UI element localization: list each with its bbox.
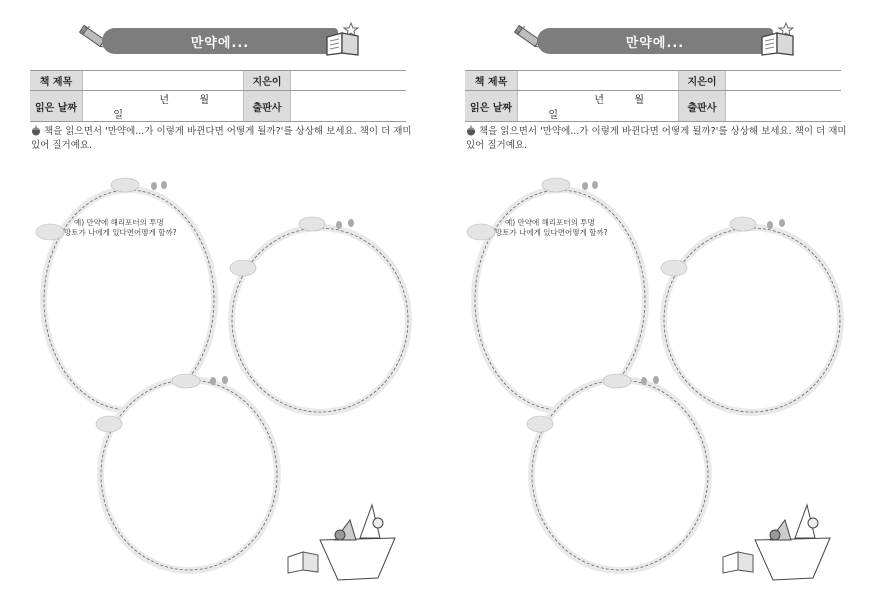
example-line-1: 예) 만약에 해리포터의 투명 (74, 218, 164, 227)
instruction-label: 책을 읽으면서 '만약에...가 이렇게 바뀐다면 어떻게 될까?'를 상상해 보세요. 책이 더 재미있어 질거예요. (31, 126, 412, 151)
read-date-label: 읽은 날짜 (30, 91, 83, 122)
page-title: 만약에... (190, 36, 250, 51)
book-title-label: 책 제목 (465, 71, 518, 91)
example-line-2: 망토가 나에게 있다면어떻게 할까? (64, 228, 177, 237)
bubble-2[interactable] (228, 224, 412, 416)
open-book-small-icon (723, 552, 753, 573)
author-label: 지은이 (244, 71, 291, 91)
worksheet-page-right (435, 0, 870, 611)
open-book-small-icon (288, 552, 318, 573)
bubble-3[interactable] (97, 376, 281, 574)
paper-boat-illustration (320, 505, 395, 580)
book-title-label: 책 제목 (30, 71, 83, 91)
instruction-label: 책을 읽으면서 '만약에...가 이렇게 바뀐다면 어떻게 될까?'를 상상해 보세요. 책이 더 재미있어 질거예요. (466, 126, 847, 151)
publisher-label: 출판사 (679, 91, 726, 122)
example-line-1: 예) 만약에 해리포터의 투명 (505, 218, 595, 227)
bubble-3[interactable] (528, 376, 712, 574)
month-unit: 월 (634, 95, 644, 106)
example-text (64, 218, 177, 238)
paper-boat-illustration (755, 505, 830, 580)
author-label: 지은이 (679, 71, 726, 91)
example-text (495, 218, 608, 238)
read-date-label: 읽은 날짜 (465, 91, 518, 122)
year-unit: 년 (594, 95, 604, 106)
bubble-2[interactable] (660, 224, 844, 416)
month-unit: 월 (199, 95, 209, 106)
day-unit: 일 (548, 110, 558, 121)
year-unit: 년 (159, 95, 169, 106)
thought-bubbles (435, 0, 870, 611)
day-unit: 일 (113, 110, 123, 121)
publisher-label: 출판사 (244, 91, 291, 122)
page-title: 만약에... (625, 36, 685, 51)
example-line-2: 망토가 나에게 있다면어떻게 할까? (495, 228, 608, 237)
